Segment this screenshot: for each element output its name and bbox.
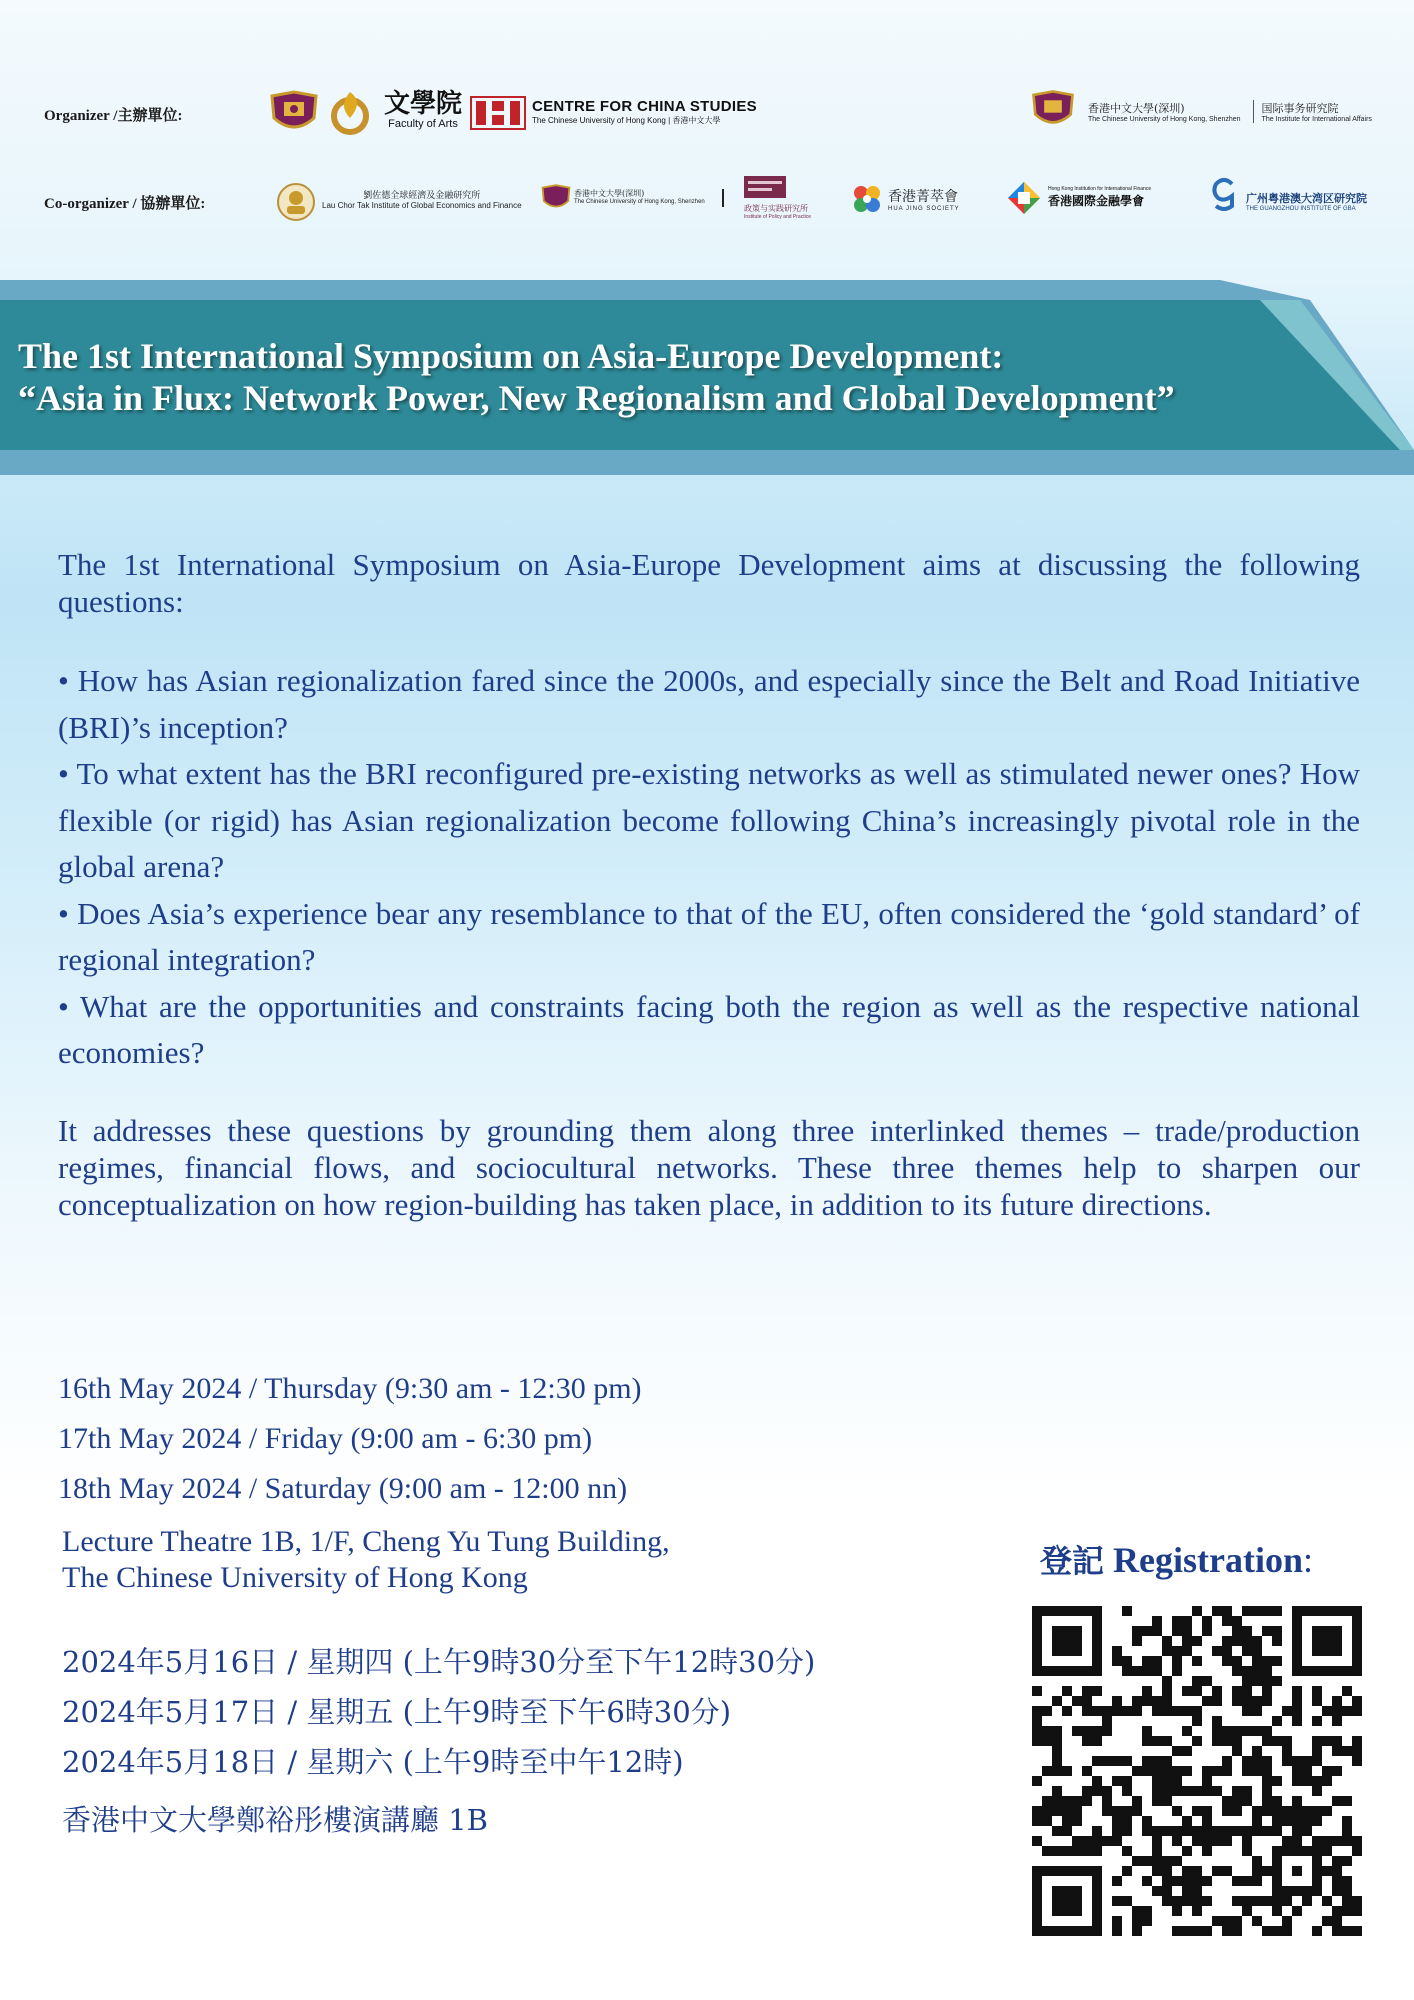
intro-paragraph: The 1st International Symposium on Asia-Europe Development aims at discussing the following questions: [58,547,1360,619]
hkiif-text: Hong Kong Institution for International Finance 香港國際金融學會 [1048,186,1152,208]
cuhk-shenzhen-crest [1030,88,1076,137]
closing-paragraph: It addresses these questions by grounding them along three interlinked themes – trade/production regimes, financial flows, and sociocultural networks. These three themes help to sharpen our conceptualization on how region-building has taken place, in addition to its future directions. [58,1113,1360,1222]
lau-chor-tak-institute-logo [276,182,316,227]
date-zh-1: 2024年5月16日 / 星期四 (上午9時30分至下午12時30分) [62,1645,816,1679]
faculty-of-arts-logo [330,88,374,141]
hua-jing-society-text: 香港菁萃會 HUA JING SOCIETY [888,189,960,212]
event-title-line1: The 1st International Symposium on Asia-Europe Development: [18,336,1004,376]
list-item: • To what extent has the BRI reconfigured pre-existing networks as well as stimulated newer ones? How flexible (or rigid) has Asian regionalization become following China’s increasingly pivotal role in the global arena? [58,756,1360,884]
cuhk-shenzhen-iia-text: 香港中文大學(深圳) The Chinese University of Hong Kong, Shenzhen 国际事务研究院 The Institute for International Affairs [1088,102,1372,123]
questions-list [58,658,1360,1077]
event-title [18,335,1358,419]
venue-en-line1: Lecture Theatre 1B, 1/F, Cheng Yu Tung Building, [62,1525,670,1558]
date-zh-2: 2024年5月17日 / 星期五 (上午9時至下午6時30分) [62,1695,732,1729]
venue-zh: 香港中文大學鄭裕彤樓演講廳 1B [62,1803,488,1837]
date-en-1: 16th May 2024 / Thursday (9:30 am - 12:30 pm) [58,1372,642,1405]
venue-en-line2: The Chinese University of Hong Kong [62,1561,528,1594]
guangzhou-gba-institute-text: 广州粤港澳大湾区研究院 THE GUANGZHOU INSTITUTE OF GBA [1246,192,1367,212]
cuhk-shenzhen-ipp-crest [540,184,572,217]
qr-code-icon [1032,1606,1362,1936]
date-en-2: 17th May 2024 / Friday (9:00 am - 6:30 pm) [58,1422,593,1455]
faculty-of-arts-text: 文學院 Faculty of Arts [384,89,463,130]
institute-policy-practice-logo: 政策与实践研究所 Institute of Policy and Practice [744,176,811,220]
date-zh-3: 2024年5月18日 / 星期六 (上午9時至中午12時) [62,1745,684,1779]
hkiif-logo [1006,180,1042,221]
registration-label: 登記 Registration: [1040,1540,1313,1580]
lau-chor-tak-institute-text: 劉佐德全球經濟及金融研究所 Lau Chor Tak Institute of Global Economics and Finance [322,191,522,210]
coorganizer-label: Co-organizer / 協辦單位: [44,196,206,212]
logo-divider [722,189,724,207]
registration-qr-code[interactable] [1032,1606,1362,1936]
venue-en [62,1524,670,1596]
date-en-3: 18th May 2024 / Saturday (9:00 am - 12:00 nn) [58,1472,628,1505]
list-item: • What are the opportunities and constraints facing both the region as well as the respective national economies? [58,988,1360,1070]
guangzhou-gba-institute-logo [1210,176,1238,217]
cuhk-shenzhen-ipp-text: 香港中文大學(深圳) The Chinese University of Hong Kong, Shenzhen [574,189,705,205]
event-title-line2: “Asia in Flux: Network Power, New Regionalism and Global Development” [18,378,1175,418]
centre-china-studies-text: CENTRE FOR CHINA STUDIES The Chinese University of Hong Kong | 香港中文大學 [532,98,757,125]
organizer-label: Organizer /主辦單位: [44,108,183,124]
cuhk-crest-logo [268,90,320,141]
list-item: • How has Asian regionalization fared since the 2000s, and especially since the Belt and Road Initiative (BRI)’s inception? [58,663,1360,745]
hua-jing-society-logo [850,182,884,221]
list-item: • Does Asia’s experience bear any resemblance to that of the EU, often considered the ‘gold standard’ of regional integration? [58,895,1360,977]
centre-china-studies-seal [470,96,526,135]
